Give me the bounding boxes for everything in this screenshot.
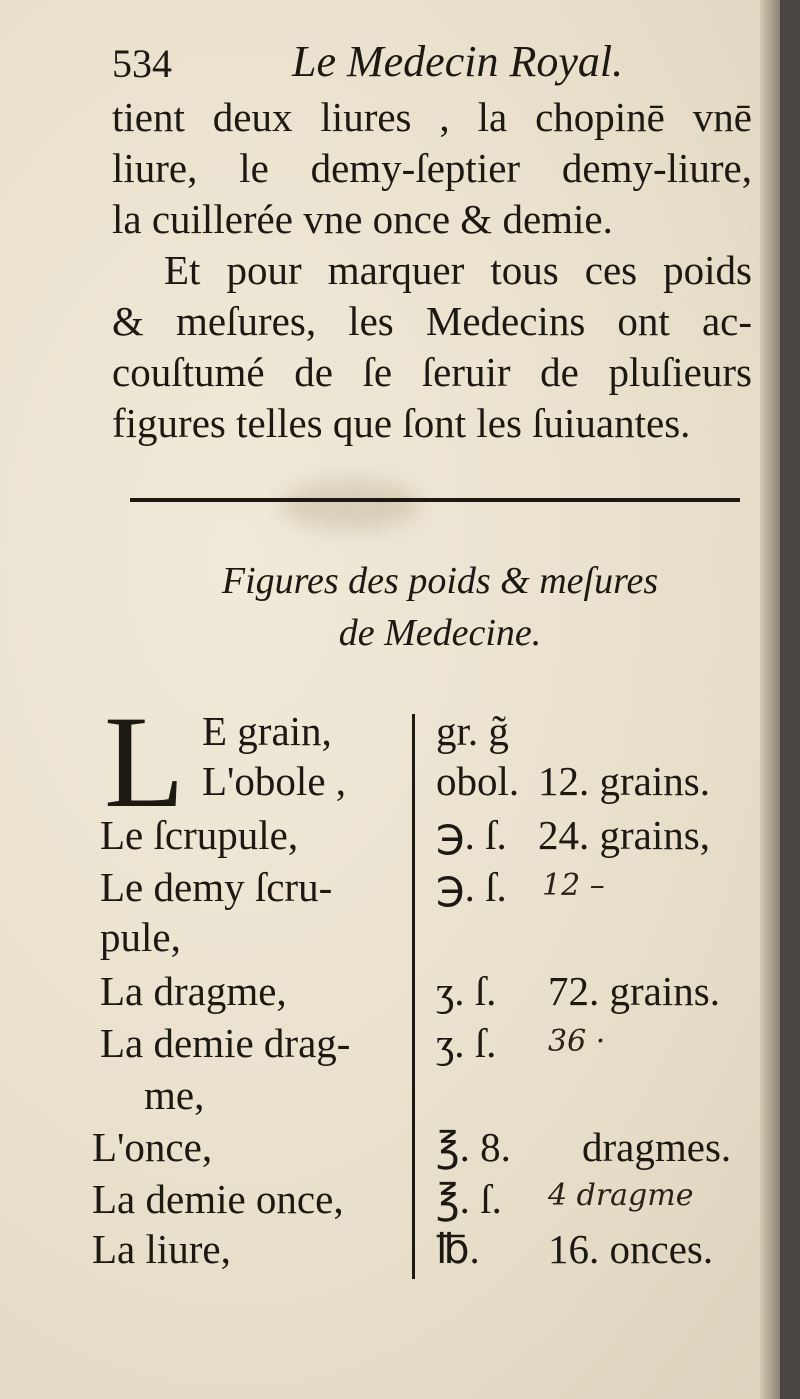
table-term: La liure, <box>92 1226 231 1272</box>
running-title: Le Medecin Royal. <box>292 37 624 86</box>
body-line: couſtumé de ſe ſeruir de pluſieurs <box>112 349 752 395</box>
body-paragraph <box>112 92 752 449</box>
page-edge <box>760 0 780 1399</box>
section-title-line: de Medecine. <box>338 612 542 654</box>
handwritten-note: 12 – <box>542 868 605 903</box>
table-value: 16. onces. <box>548 1226 714 1272</box>
body-line: Et pour marquer tous ces poids <box>164 247 752 293</box>
table-symbol: ℥. 8. <box>436 1124 511 1170</box>
table-column-rule <box>412 714 415 1279</box>
table-symbol: ℔. <box>436 1226 480 1272</box>
table-symbol: ʒ. ſ. <box>436 1020 497 1066</box>
body-line: liure, le demy-ſeptier demy-liure, <box>112 145 752 191</box>
table-symbol: ℈. ſ. <box>436 864 507 910</box>
body-line: tient deux liures , la chopinē vnē <box>112 94 752 140</box>
table-symbol: ʒ. ſ. <box>436 968 497 1014</box>
table-term: pule, <box>100 914 181 960</box>
body-line: la cuillerée vne once & demie. <box>112 196 613 242</box>
handwritten-note: 36 · <box>548 1024 606 1059</box>
table-term: L'obole , <box>202 758 347 804</box>
table-term: Le demy ſcru- <box>100 864 333 910</box>
table-value: dragmes. <box>582 1124 732 1170</box>
drop-cap: L <box>104 688 185 835</box>
section-title-line: Figures des poids & meſures <box>221 560 659 602</box>
section-divider <box>130 498 740 502</box>
table-term: Le ſcrupule, <box>100 812 299 858</box>
table-term: La demie drag- <box>100 1020 351 1066</box>
table-term: E grain, <box>202 708 332 754</box>
table-value: 12. grains. <box>538 758 710 804</box>
section-title <box>100 555 780 659</box>
table-term: me, <box>144 1072 205 1118</box>
page-header <box>112 36 752 96</box>
table-term: La dragme, <box>100 968 287 1014</box>
handwritten-note: 4 dragme <box>548 1178 694 1213</box>
body-line: & meſures, les Medecins ont ac- <box>112 298 752 344</box>
page-number: 534 <box>112 41 172 86</box>
table-value: 24. grains, <box>538 812 710 858</box>
table-symbol: ℥. ſ. <box>436 1176 502 1222</box>
table-symbol: obol. <box>436 758 520 804</box>
weights-table <box>92 688 752 1290</box>
table-value: 72. grains. <box>548 968 720 1014</box>
table-symbol: gr. g̃ <box>436 708 509 754</box>
table-term: L'once, <box>92 1124 213 1170</box>
table-symbol: ℈. ſ. <box>436 812 507 858</box>
body-line: figures telles que ſont les ſuiuantes. <box>112 400 691 446</box>
paper-stain <box>280 480 420 530</box>
table-term: La demie once, <box>92 1176 344 1222</box>
